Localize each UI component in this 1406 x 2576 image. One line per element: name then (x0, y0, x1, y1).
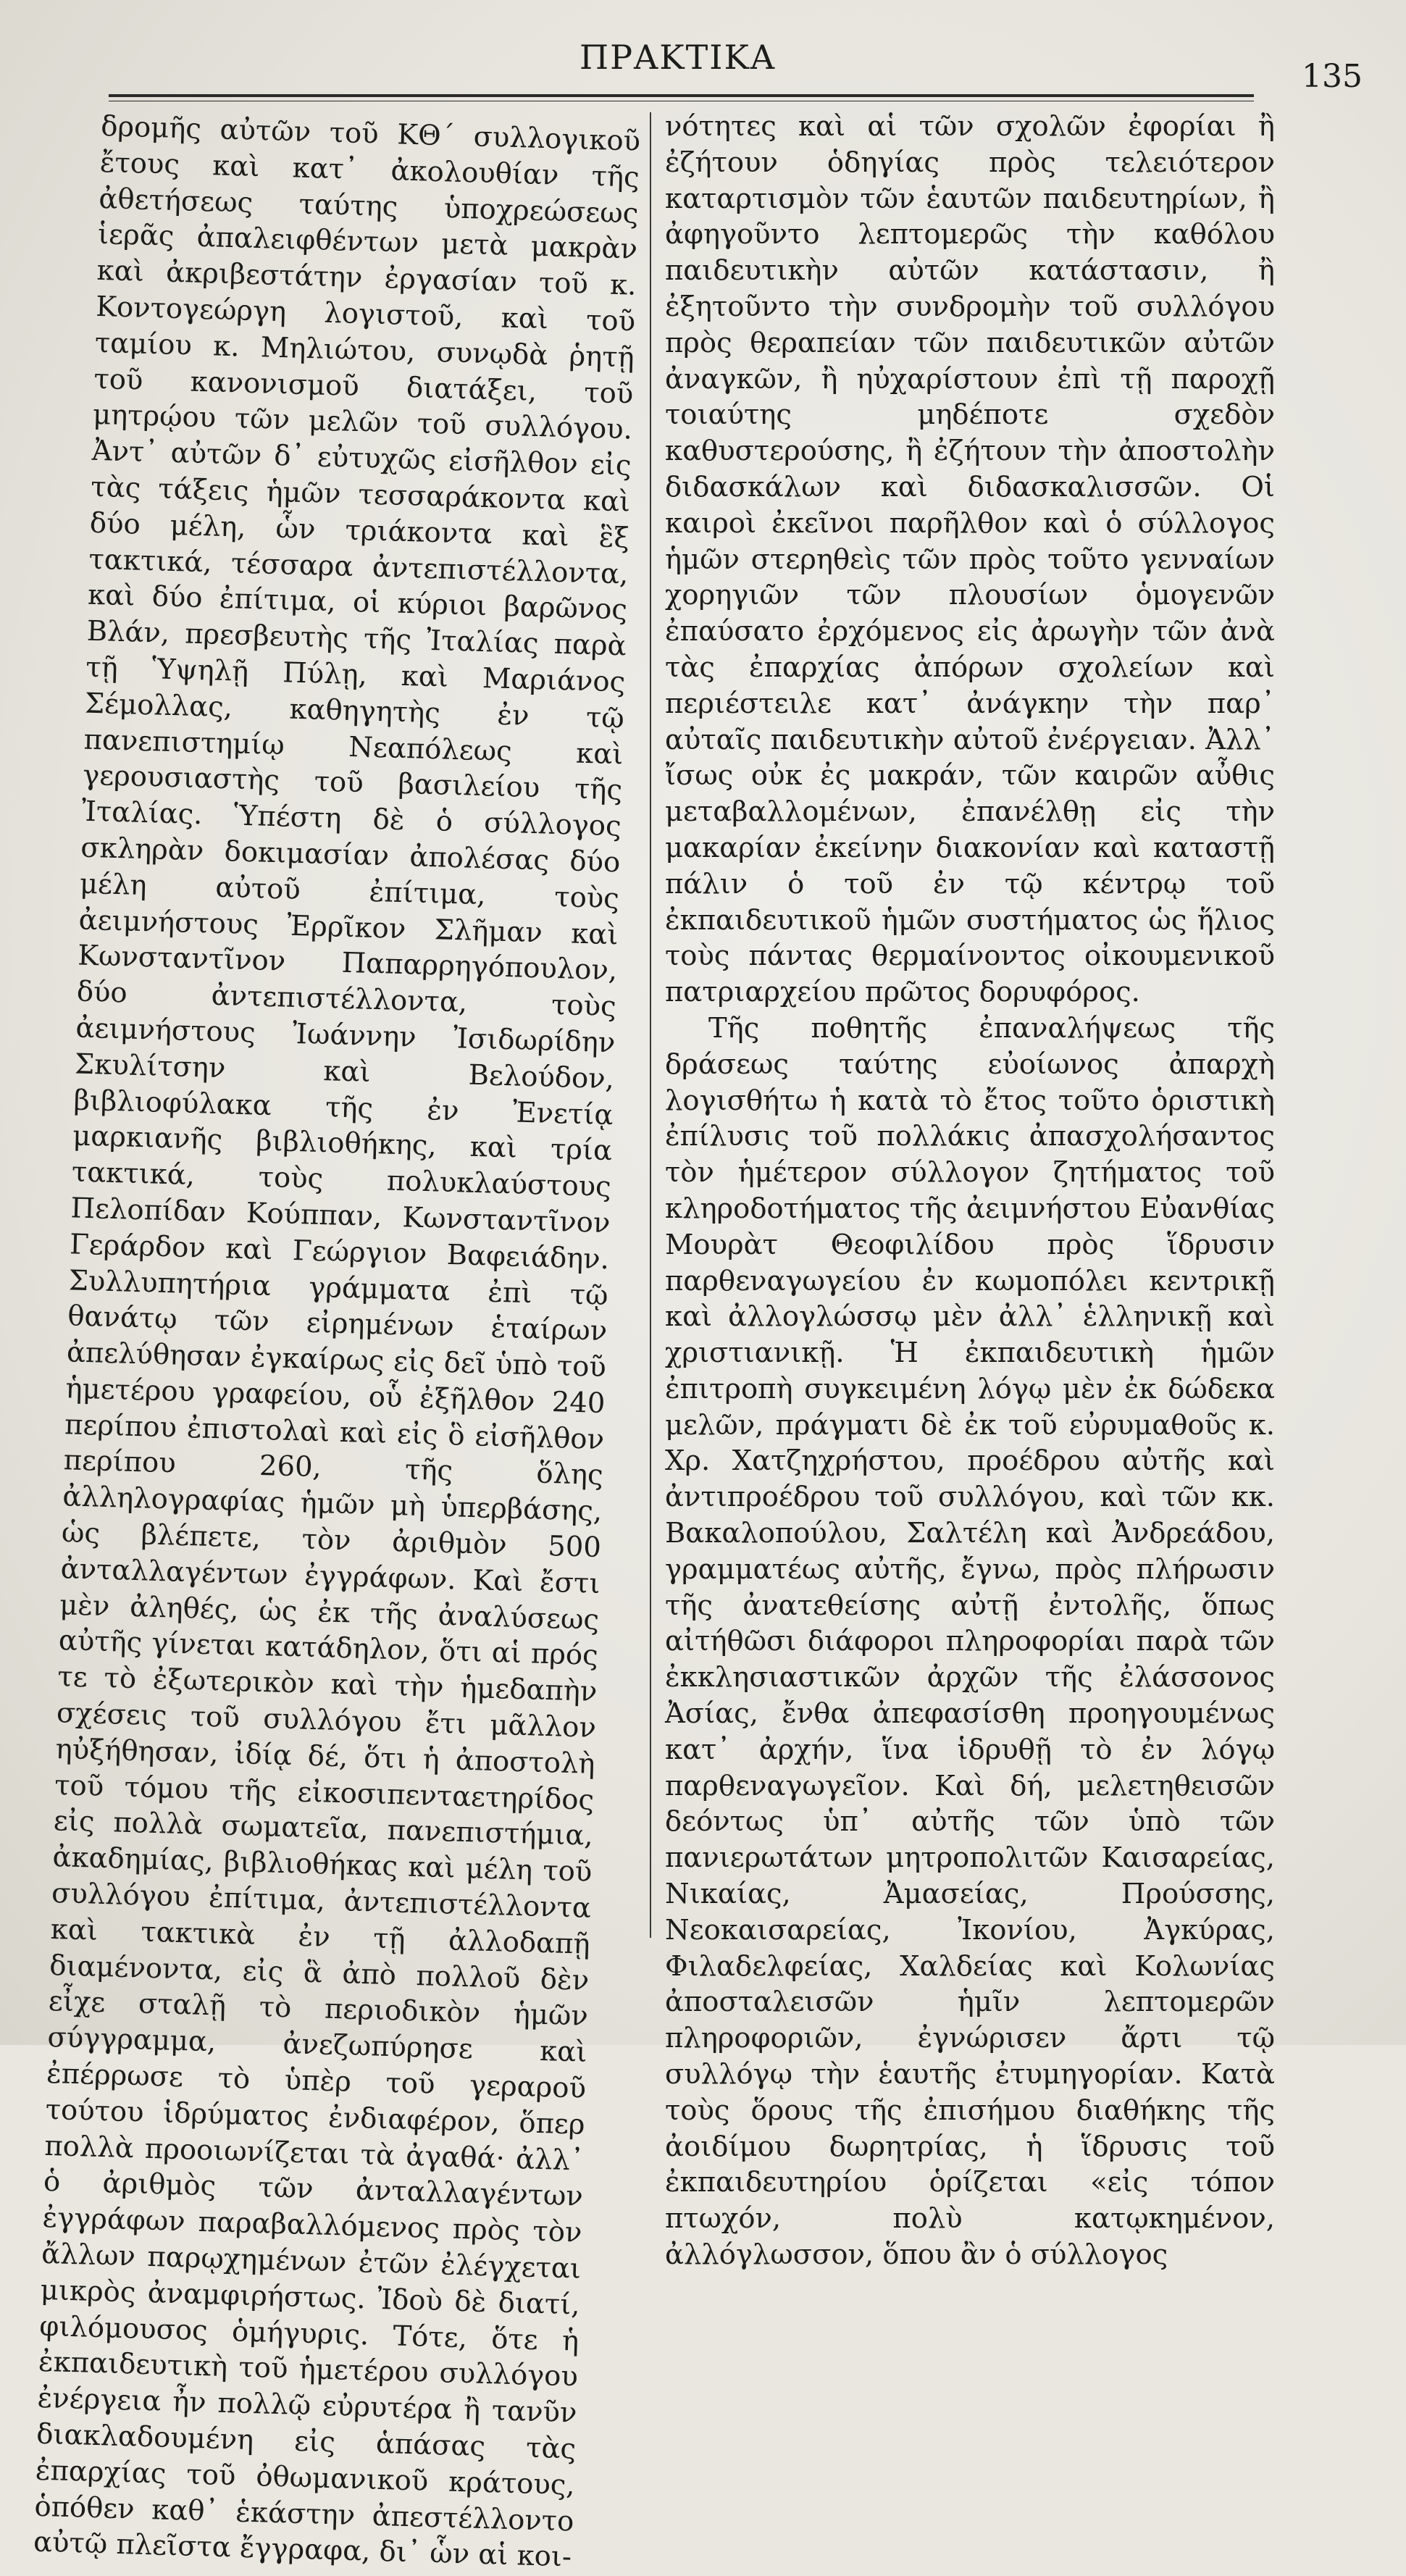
column-divider (650, 112, 651, 1938)
page-number: 135 (1302, 58, 1363, 95)
right-paragraph: Τῆς ποθητῆς ἐπαναλήψεως τῆς δράσεως ταύτης εὐοίωνος ἀπαρχὴ λογισθήτω ἡ κατὰ τὸ ἔτος τοῦτο ὁριστικὴ ἐπίλυσις τοῦ πολλάκις ἀπασχολήσαντος τὸν ἡμέτερον σύλλογον ζητήματος τοῦ κληροδοτήματος τῆς ἀειμνήστου Εὐανθίας Μουρὰτ Θεοφιλίδου πρὸς ἵδρυσιν παρθεναγωγείου ἐν κωμοπόλει κεντρικῇ καὶ ἀλλογλώσσῳ μὲν ἀλλ᾿ ἑλληνικῇ καὶ χριστιανικῇ. Ἡ ἐκπαιδευτικὴ ἡμῶν ἐπιτροπὴ συγκειμένη λόγῳ μὲν ἐκ δώδεκα μελῶν, πράγματι δὲ ἐκ τοῦ εὐρυμαθοῦς κ. Χρ. Χατζηχρήστου, προέδρου αὐτῆς καὶ ἀντιπροέδρου τοῦ συλλόγου, καὶ τῶν κκ. Βακαλοπούλου, Σαλτέλη καὶ Ἀνδρεάδου, γραμματέως αὐτῆς, ἔγνω, πρὸς πλήρωσιν τῆς ἀνατεθείσης αὐτῇ ἐντολῆς, ὅπως αἰτήθῶσι διάφοροι πληροφορίαι παρὰ τῶν ἐκκλησιαστικῶν ἀρχῶν τῆς ἐλάσσονος Ἀσίας, ἔνθα ἀπεφασίσθη προηγουμένως κατ᾿ ἀρχήν, ἵνα ἱδρυθῇ τὸ ἐν λόγῳ παρθεναγωγεῖον. Καὶ δή, μελετηθεισῶν δεόντως ὑπ᾿ αὐτῆς τῶν ὑπὸ τῶν πανιερωτάτων μητροπολιτῶν Καισαρείας, Νικαίας, Ἀμασείας, Προύσσης, Νεοκαισαρείας, Ἰκονίου, Ἀγκύρας, Φιλαδελφείας, Χαλδείας καὶ Κολωνίας ἀποσταλεισῶν ἡμῖν λεπτομερῶν πληροφοριῶν, ἐγνώρισεν ἄρτι τῷ συλλόγῳ τὴν ἑαυτῆς ἐτυμηγορίαν. Κατὰ τοὺς ὅρους τῆς ἐπισήμου διαθήκης τῆς ἀοιδίμου δωρητρίας, ἡ ἵδρυσις τοῦ ἐκπαιδευτηρίου ὁρίζεται «εἰς τόπον πτωχόν, πολὺ κατῳκημένον, ἀλλόγλωσσον, ὅπου ἂν ὁ σύλλογος (665, 1011, 1275, 2272)
left-paragraph: δρομῆς αὐτῶν τοῦ ΚΘ΄ συλλογικοῦ ἔτους καὶ κατ᾿ ἀκολουθίαν τῆς ἀθετήσεως ταύτης ὑποχρεώσεως ἱερᾶς ἀπαλειφθέντων μετὰ μακρὰν καὶ ἀκριβεστάτην ἐργασίαν τοῦ κ. Κοντογεώργη λογιστοῦ, καὶ τοῦ ταμίου κ. Μηλιώτου, συνῳδὰ ῥητῇ τοῦ κανονισμοῦ διατάξει, τοῦ μητρῴου τῶν μελῶν τοῦ συλλόγου. Ἀντ᾿ αὐτῶν δ᾿ εὐτυχῶς εἰσῆλθον εἰς τὰς τάξεις ἡμῶν τεσσαράκοντα καὶ δύο μέλη, ὧν τριάκοντα καὶ ἓξ τακτικά, τέσσαρα ἀντεπιστέλλοντα, καὶ δύο ἐπίτιμα, οἱ κύριοι βαρῶνος Βλάν, πρεσβευτὴς τῆς Ἰταλίας παρὰ τῇ Ὑψηλῇ Πύλῃ, καὶ Μαριάνος Σέμολλας, καθηγητὴς ἐν τῷ πανεπιστημίῳ Νεαπόλεως καὶ γερουσιαστὴς τοῦ βασιλείου τῆς Ἰταλίας. Ὑπέστη δὲ ὁ σύλλογος σκληρὰν δοκιμασίαν ἀπολέσας δύο μέλη αὐτοῦ ἐπίτιμα, τοὺς ἀειμνήστους Ἐρρῖκον Σλῆμαν καὶ Κωνσταντῖνον Παπαρρηγόπουλον, δύο ἀντεπιστέλλοντα, τοὺς ἀειμνήστους Ἰωάννην Ἰσιδωρίδην Σκυλίτσην καὶ Βελούδον, βιβλιοφύλακα τῆς ἐν Ἐνετίᾳ μαρκιανῆς βιβλιοθήκης, καὶ τρία τακτικά, τοὺς πολυκλαύστους Πελοπίδαν Κούππαν, Κωνσταντῖνον Γεράρδον καὶ Γεώργιον Βαφειάδην. Συλλυπητήρια γράμματα ἐπὶ τῷ θανάτῳ τῶν εἰρημένων ἑταίρων ἀπελύθησαν ἐγκαίρως εἰς δεῖ ὑπὸ τοῦ ἡμετέρου γραφείου, οὗ ἐξῆλθον 240 περίπου ἐπιστολαὶ καὶ εἰς ὃ εἰσῆλθον περίπου 260, τῆς ὅλης ἀλληλογραφίας ἡμῶν μὴ ὑπερβάσης, ὡς βλέπετε, τὸν ἀριθμὸν 500 ἀνταλλαγέντων ἐγγράφων. Καὶ ἔστι μὲν ἀληθές, ὡς ἐκ τῆς ἀναλύσεως αὐτῆς γίνεται κατάδηλον, ὅτι αἱ πρός τε τὸ ἐξωτερικὸν καὶ τὴν ἡμεδαπὴν σχέσεις τοῦ συλλόγου ἔτι μᾶλλον ηὐξήθησαν, ἰδίᾳ δέ, ὅτι ἡ ἀποστολὴ τοῦ τόμου τῆς εἰκοσιπενταετηρίδος εἰς πολλὰ σωματεῖα, πανεπιστήμια, ἀκαδημίας, βιβλιοθήκας καὶ μέλη τοῦ συλλόγου ἐπίτιμα, ἀντεπιστέλλοντα καὶ τακτικὰ ἐν τῇ ἀλλοδαπῇ διαμένοντα, εἰς ἃ ἀπὸ πολλοῦ δὲν εἶχε σταλῇ τὸ περιοδικὸν ἡμῶν σύγγραμμα, ἀνεζωπύρησε καὶ ἐπέρρωσε τὸ ὑπὲρ τοῦ γεραροῦ τούτου ἱδρύματος ἐνδιαφέρον, ὅπερ πολλὰ προοιωνίζεται τὰ ἀγαθά· ἀλλ᾿ ὁ ἀριθμὸς τῶν ἀνταλλαγέντων ἐγγράφων παραβαλλόμενος πρὸς τὸν ἄλλων παρῳχημένων ἐτῶν ἐλέγχεται μικρὸς ἀναμφιρήστως. Ἰδοὺ δὲ διατί, φιλόμουσος ὁμήγυρις. Τότε, ὅτε ἡ ἐκπαιδευτικὴ τοῦ ἡμετέρου συλλόγου ἐνέργεια ἦν πολλῷ εὐρυτέρα ἢ τανῦν διακλαδουμένη εἰς ἁπάσας τὰς ἐπαρχίας τοῦ ὀθωμανικοῦ κράτους, ὁπόθεν καθ᾿ ἑκάστην ἀπεστέλλοντο αὐτῷ πλεῖστα ἔγγραφα, δι᾿ ὧν αἱ κοι- (33, 109, 641, 2574)
header-rule (109, 94, 1254, 97)
page-header (101, 38, 1363, 95)
left-column (33, 109, 640, 2576)
running-title: ΠΡΑΚΤΙΚΑ (579, 38, 777, 77)
right-paragraph: νότητες καὶ αἱ τῶν σχολῶν ἐφορίαι ἢ ἐζήτουν ὁδηγίας πρὸς τελειότερον καταρτισμὸν τῶν ἑαυτῶν παιδευτηρίων, ἢ ἀφηγοῦντο λεπτομερῶς τὴν καθόλου παιδευτικὴν αὐτῶν κατάστασιν, ἢ ἐξητοῦντο τὴν συνδρομὴν τοῦ συλλόγου πρὸς θεραπείαν τῶν παιδευτικῶν αὐτῶν ἀναγκῶν, ἢ ηὐχαρίστουν ἐπὶ τῇ παροχῇ τοιαύτης μηδέποτε σχεδὸν καθυστερούσης, ἢ ἐζήτουν τὴν ἀποστολὴν διδασκάλων καὶ διδασκαλισσῶν. Οἱ καιροὶ ἐκεῖνοι παρῆλθον καὶ ὁ σύλλογος ἡμῶν στερηθεὶς τῶν πρὸς τοῦτο γενναίων χορηγιῶν τῶν πλουσίων ὁμογενῶν ἐπαύσατο ἐρχόμενος εἰς ἀρωγὴν τῶν ἀνὰ τὰς ἐπαρχίας ἀπόρων σχολείων καὶ περιέστειλε κατ᾿ ἀνάγκην τὴν παρ᾿ αὐταῖς παιδευτικὴν αὐτοῦ ἐνέργειαν. Ἀλλ᾿ ἴσως οὐκ ἐς μακράν, τῶν καιρῶν αὖθις μεταβαλλομένων, ἐπανέλθῃ εἰς τὴν μακαρίαν ἐκείνην διακονίαν καὶ καταστῇ πάλιν ὁ τοῦ ἐν τῷ κέντρῳ τοῦ ἐκπαιδευτικοῦ ἡμῶν συστήματος ὡς ἥλιος τοὺς πάντας θερμαίνοντος οἰκουμενικοῦ πατριαρχείου πρῶτος δορυφόρος. (665, 110, 1275, 1009)
right-column (665, 109, 1275, 2273)
